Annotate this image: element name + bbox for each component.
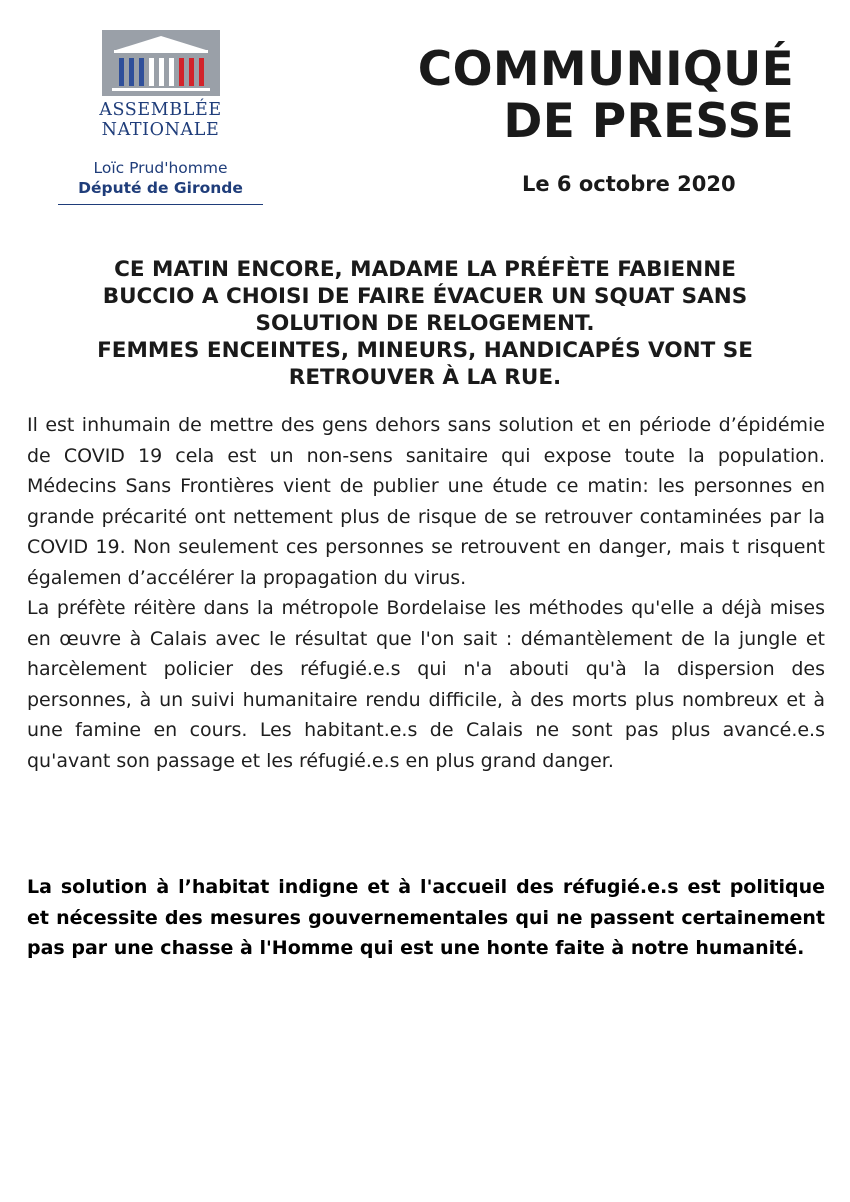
body-text [27,410,825,776]
paragraph-2: La préfète réitère dans la métropole Bordelaise les méthodes qu'elle a déjà mises en œuvre à Calais avec le résultat que l'on sait : démantèlement de la jungle et harcèlement policier des réfugié.e.s qui n'a abouti qu'à la dispersion des personnes, à un suivi humanitaire rendu difficile, à des morts plus nombreux et à une famine en cours. Les habitant.e.s de Calais ne sont pas plus avancé.e.s qu'avant son passage et les réfugié.e.s en plus grand danger. [27,597,825,772]
headline [40,256,810,391]
assemblee-nationale-logo [58,30,263,205]
deputy-title: Député de Gironde [58,178,263,205]
headline-line-5: RETROUVER À LA RUE. [288,365,562,390]
title-line-2: DE PRESSE [503,94,794,149]
deputy-name: Loïc Prud'homme [93,159,228,177]
headline-line-4: FEMMES ENCEINTES, MINEURS, HANDICAPÉS VONT SE [97,338,753,363]
organization-name: ASSEMBLÉE NATIONALE [99,100,222,140]
release-date: Le 6 octobre 2020 [522,172,736,196]
paragraph-1: Il est inhumain de mettre des gens dehors sans solution et en période d’épidémie de COVID 19 cela est un non-sens sanitaire qui expose toute la population. Médecins Sans Frontières vient de publier une étude ce matin: les personnes en grande précarité ont nettement plus de risque de se retrouver contaminées par la COVID 19. Non seulement ces personnes se retrouvent en danger, mais t risquent égalemen d’accélérer la propagation du virus. [27,414,825,589]
headline-line-2: BUCCIO A CHOISI DE FAIRE ÉVACUER UN SQUAT SANS [102,284,748,309]
conclusion-paragraph: La solution à l’habitat indigne et à l'accueil des réfugié.e.s est politique et nécessite des mesures gouvernementales qui ne passent certainement pas par une chasse à l'Homme qui est une honte faite à notre humanité. [27,876,825,959]
headline-line-1: CE MATIN ENCORE, MADAME LA PRÉFÈTE FABIENNE [114,257,736,282]
hemicycle-emblem-icon [102,30,220,96]
press-release-title [418,44,794,148]
headline-line-3: SOLUTION DE RELOGEMENT. [255,311,595,336]
title-line-1: COMMUNIQUÉ [417,42,794,97]
